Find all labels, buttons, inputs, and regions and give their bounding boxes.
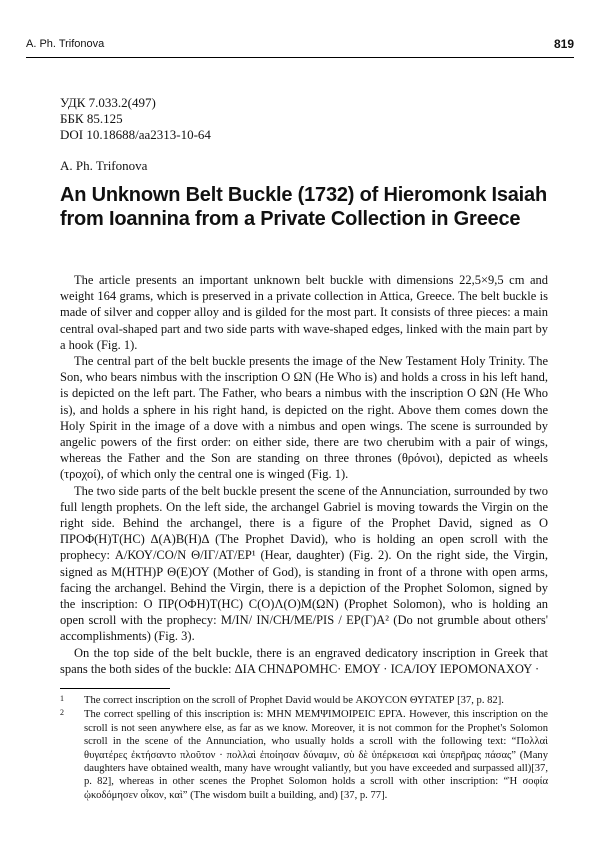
footnote-text: The correct spelling of this inscription is: ΜΗΝ ΜΕΜΨΙΜΟΙΡΕΙC ΕΡΓΑ. However, this inscription on the scroll is not seen anywhere else, as far as we know. Moreover, it is not common for the Prophet's Solomon scroll in the scene of the Annunciation, who usually holds a scroll with the following text: “Πολλαὶ θυγατέρες ἐκτήσαντο πλοῦτον · πολλαὶ ἐποίησαν δύναμιν, σὺ δὲ ὑπέρκεισαι καὶ ὑπερῆρας πάσας” (Many daughters have obtained wealth, many have wrought valiantly, but you have exceeded and surpassed all)[37, p. 82], whereas in other scenes the Prophet Solomon holds a scroll with other inscription: “Ἡ σοφία ᾠκοδόμησεν οἶκον, καὶ” (The wisdom built a building, and) [37, p. 77]. — [84, 709, 548, 801]
paragraph: On the top side of the belt buckle, there is an engraved dedicatory inscription in Greek that spans the both sides of the buckle: ΔΙΑ CΗΝΔΡΟΜΗC· ΕΜΟΥ · ΙCΑ/ΙΟΥ ΙΕΡΟΜΟΝΑΧΟΥ · — [60, 645, 548, 676]
footnote-text: The correct inscription on the scroll of Prophet David would be ΑΚΟΥCΟΝ ΘΥΓΑΤΕΡ [37, p. 82]. — [84, 695, 504, 706]
article-title: An Unknown Belt Buckle (1732) of Hieromonk Isaiah from Ioannina from a Private Collection in Greece — [60, 184, 547, 230]
paragraph: The two side parts of the belt buckle present the scene of the Annunciation, surrounded by two full length prophets. On the left side, the archangel Gabriel is moving towards the Virgin on the right side. Behind the archangel, there is a figure of the Prophet David, signed as Ο ΠΡΟΦ(Η)Τ(ΗC) Δ(Α)Β(Η)Δ (The Prophet David), who is holding an open scroll with the prophecy: Α/ΚΟΥ/CΟ/Ν Θ/ΙΓ/ΑΤ/ΕΡ¹ (Hear, daughter) (Fig. 2). On the right side, the Virgin, signed as Μ(ΗΤΗ)Ρ Θ(Ε)ΟΥ (Mother of God), is standing in front of a throne with open arms, facing the archangel. Behind the Virgin, there is a depiction of the Prophet Solomon, signed by the inscription: Ο ΠΡ(ΟΦΗ)Τ(ΗC) C(Ο)Λ(Ο)Μ(ΩΝ) (Prophet Solomon), who is holding an open scroll with the prophecy: Μ/ΙΝ/ ΙΝ/CΗ/ΜΕ/ΡΙS / ΕΡ(Γ)Α² (Do not grumble about others' accomplishments) (Fig. 3). — [60, 483, 548, 644]
header-author: A. Ph. Trifonova — [26, 38, 105, 50]
footnote-number: 2 — [60, 708, 64, 718]
header-divider — [26, 57, 574, 58]
running-header — [26, 34, 574, 54]
classification-block — [60, 95, 211, 143]
doi-link[interactable]: DOI 10.18688/aa2313-10-64 — [60, 127, 211, 142]
footnote-divider — [60, 688, 170, 689]
bbk-code: ББК 85.125 — [60, 111, 123, 126]
paragraph: The central part of the belt buckle presents the image of the New Testament Holy Trinity. The Son, who bears nimbus with the inscription Ο ΩΝ (He Who is) and holds a cross in his left hand, is depicted on the left part. The Father, who bears a nimbus with the inscription Ο ΩΝ (He Who is), and holds a sphere in his right hand, is depicted on the right. Above them comes down the Holy Spirit in the image of a dove with a nimbus and open wings. The scene is surrounded by angelic powers of the first order: on either side, there are two cherubim with a pair of wings, whereas the Father and the Son are standing on three thrones (θρόνοι), depicted as wheels (τροχοί), of which only the central one is winged (Fig. 1). — [60, 354, 548, 482]
article-body — [60, 272, 548, 677]
article-author: A. Ph. Trifonova — [60, 158, 148, 173]
udk-code: УДК 7.033.2(497) — [60, 95, 156, 110]
footnote — [60, 708, 548, 802]
paragraph: The article presents an important unknown belt buckle with dimensions 22,5×9,5 cm and weight 164 grams, which is preserved in a private collection in Attica, Greece. The belt buckle is made of silver and copper alloy and is gilded for the most part. It consists of three pieces: a main central oval-shaped part and two side parts with wave-shaped edges, linked with the main part by a hook (Fig. 1). — [60, 273, 548, 352]
footnote-number: 1 — [60, 694, 64, 703]
footnotes — [60, 694, 548, 803]
footnote — [60, 694, 548, 707]
page-number: 819 — [553, 37, 574, 51]
